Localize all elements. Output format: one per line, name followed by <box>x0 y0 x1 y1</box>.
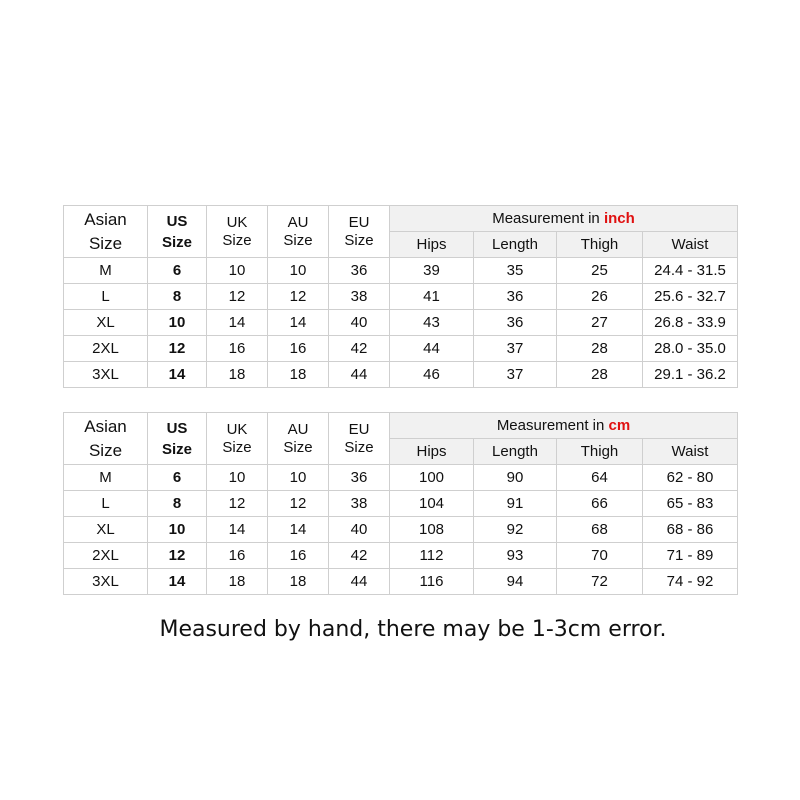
header-line: Size <box>222 231 252 249</box>
cell-thigh: 26 <box>557 284 643 310</box>
cell-length: 37 <box>474 336 557 362</box>
cell-uk-size: 18 <box>207 362 268 388</box>
size-table-cm <box>63 412 738 595</box>
cell-asian-size: L <box>64 284 148 310</box>
cell-us-size: 14 <box>148 362 207 388</box>
header-eu-size <box>329 413 390 465</box>
cell-thigh: 70 <box>557 543 643 569</box>
cell-thigh: 28 <box>557 336 643 362</box>
cell-hips: 112 <box>390 543 474 569</box>
cell-us-size: 6 <box>148 258 207 284</box>
header-uk-size <box>207 206 268 258</box>
cell-uk-size: 10 <box>207 258 268 284</box>
table-row <box>64 465 738 491</box>
cell-eu-size: 40 <box>329 310 390 336</box>
table-row <box>64 517 738 543</box>
cell-au-size: 16 <box>268 543 329 569</box>
cell-thigh: 68 <box>557 517 643 543</box>
table-row <box>64 258 738 284</box>
measurement-unit: inch <box>603 209 635 227</box>
cell-au-size: 12 <box>268 284 329 310</box>
cell-au-size: 18 <box>268 569 329 595</box>
cell-au-size: 12 <box>268 491 329 517</box>
header-asian-size <box>64 206 148 258</box>
cell-au-size: 14 <box>268 310 329 336</box>
header-thigh: Thigh <box>557 439 643 465</box>
header-us-size <box>148 206 207 258</box>
header-au-size <box>268 413 329 465</box>
header-line: EU <box>348 213 370 231</box>
header-line: Size <box>161 233 192 251</box>
measurement-title-text: Measurement in <box>492 209 604 227</box>
cell-us-size: 12 <box>148 543 207 569</box>
cell-hips: 116 <box>390 569 474 595</box>
cell-eu-size: 44 <box>329 362 390 388</box>
measurement-title <box>390 413 738 439</box>
header-us-size <box>148 413 207 465</box>
cell-length: 36 <box>474 310 557 336</box>
size-table-inch <box>63 205 738 388</box>
cell-length: 94 <box>474 569 557 595</box>
cell-uk-size: 16 <box>207 543 268 569</box>
table-row <box>64 336 738 362</box>
cell-length: 92 <box>474 517 557 543</box>
cell-waist: 28.0 - 35.0 <box>643 336 738 362</box>
cell-us-size: 12 <box>148 336 207 362</box>
header-line: Size <box>222 438 252 456</box>
cell-uk-size: 12 <box>207 491 268 517</box>
cell-asian-size: XL <box>64 310 148 336</box>
cell-waist: 71 - 89 <box>643 543 738 569</box>
cell-us-size: 10 <box>148 517 207 543</box>
header-uk-size <box>207 413 268 465</box>
cell-asian-size: 2XL <box>64 543 148 569</box>
header-eu-size <box>329 206 390 258</box>
cell-waist: 26.8 - 33.9 <box>643 310 738 336</box>
header-thigh: Thigh <box>557 232 643 258</box>
table-row <box>64 491 738 517</box>
cell-thigh: 66 <box>557 491 643 517</box>
cell-thigh: 64 <box>557 465 643 491</box>
cell-us-size: 8 <box>148 284 207 310</box>
measurement-title <box>390 206 738 232</box>
cell-asian-size: 3XL <box>64 569 148 595</box>
cell-au-size: 10 <box>268 258 329 284</box>
cell-thigh: 27 <box>557 310 643 336</box>
cell-hips: 44 <box>390 336 474 362</box>
cell-uk-size: 14 <box>207 310 268 336</box>
measurement-footnote: Measured by hand, there may be 1-3cm error. <box>159 617 667 642</box>
table-body <box>64 258 738 388</box>
cell-waist: 24.4 - 31.5 <box>643 258 738 284</box>
cell-us-size: 6 <box>148 465 207 491</box>
cell-eu-size: 38 <box>329 284 390 310</box>
cell-length: 91 <box>474 491 557 517</box>
cell-asian-size: XL <box>64 517 148 543</box>
cell-thigh: 28 <box>557 362 643 388</box>
cell-uk-size: 10 <box>207 465 268 491</box>
cell-uk-size: 18 <box>207 569 268 595</box>
header-line: Size <box>161 440 192 458</box>
cell-us-size: 10 <box>148 310 207 336</box>
cell-uk-size: 12 <box>207 284 268 310</box>
cell-length: 90 <box>474 465 557 491</box>
table-row <box>64 362 738 388</box>
header-line: UK <box>226 420 248 438</box>
cell-waist: 74 - 92 <box>643 569 738 595</box>
header-line: Size <box>344 438 374 456</box>
cell-hips: 104 <box>390 491 474 517</box>
cell-asian-size: 3XL <box>64 362 148 388</box>
cell-eu-size: 36 <box>329 465 390 491</box>
header-line: Size <box>344 231 374 249</box>
header-line: Size <box>88 233 123 253</box>
cell-thigh: 72 <box>557 569 643 595</box>
table-row <box>64 284 738 310</box>
cell-length: 36 <box>474 284 557 310</box>
table-body <box>64 465 738 595</box>
header-line: Asian <box>84 209 127 229</box>
cell-asian-size: L <box>64 491 148 517</box>
header-length: Length <box>474 232 557 258</box>
measurement-title-text: Measurement in <box>496 416 609 434</box>
measurement-unit: cm <box>608 416 631 434</box>
header-line: AU <box>287 213 309 231</box>
header-waist: Waist <box>643 232 738 258</box>
header-length: Length <box>474 439 557 465</box>
cell-length: 93 <box>474 543 557 569</box>
cell-us-size: 14 <box>148 569 207 595</box>
cell-eu-size: 42 <box>329 543 390 569</box>
cell-eu-size: 36 <box>329 258 390 284</box>
header-waist: Waist <box>643 439 738 465</box>
table-row <box>64 310 738 336</box>
cell-thigh: 25 <box>557 258 643 284</box>
cell-length: 35 <box>474 258 557 284</box>
cell-au-size: 18 <box>268 362 329 388</box>
header-line: Size <box>283 438 313 456</box>
table-row <box>64 569 738 595</box>
cell-waist: 65 - 83 <box>643 491 738 517</box>
header-line: Size <box>283 231 313 249</box>
cell-uk-size: 16 <box>207 336 268 362</box>
cell-eu-size: 40 <box>329 517 390 543</box>
cell-uk-size: 14 <box>207 517 268 543</box>
cell-au-size: 16 <box>268 336 329 362</box>
header-line: AU <box>287 420 309 438</box>
cell-hips: 108 <box>390 517 474 543</box>
cell-waist: 29.1 - 36.2 <box>643 362 738 388</box>
cell-asian-size: 2XL <box>64 336 148 362</box>
header-line: US <box>166 212 188 230</box>
cell-hips: 39 <box>390 258 474 284</box>
cell-hips: 41 <box>390 284 474 310</box>
cell-hips: 46 <box>390 362 474 388</box>
cell-eu-size: 38 <box>329 491 390 517</box>
cell-us-size: 8 <box>148 491 207 517</box>
header-hips: Hips <box>390 439 474 465</box>
cell-au-size: 14 <box>268 517 329 543</box>
header-line: EU <box>348 420 370 438</box>
header-au-size <box>268 206 329 258</box>
cell-au-size: 10 <box>268 465 329 491</box>
cell-waist: 62 - 80 <box>643 465 738 491</box>
header-line: US <box>166 419 188 437</box>
cell-hips: 43 <box>390 310 474 336</box>
cell-waist: 68 - 86 <box>643 517 738 543</box>
header-line: Asian <box>84 416 127 436</box>
cell-hips: 100 <box>390 465 474 491</box>
cell-length: 37 <box>474 362 557 388</box>
table-row <box>64 543 738 569</box>
cell-eu-size: 44 <box>329 569 390 595</box>
cell-waist: 25.6 - 32.7 <box>643 284 738 310</box>
cell-eu-size: 42 <box>329 336 390 362</box>
header-asian-size <box>64 413 148 465</box>
header-line: UK <box>226 213 248 231</box>
header-hips: Hips <box>390 232 474 258</box>
cell-asian-size: M <box>64 465 148 491</box>
header-line: Size <box>88 440 123 460</box>
cell-asian-size: M <box>64 258 148 284</box>
